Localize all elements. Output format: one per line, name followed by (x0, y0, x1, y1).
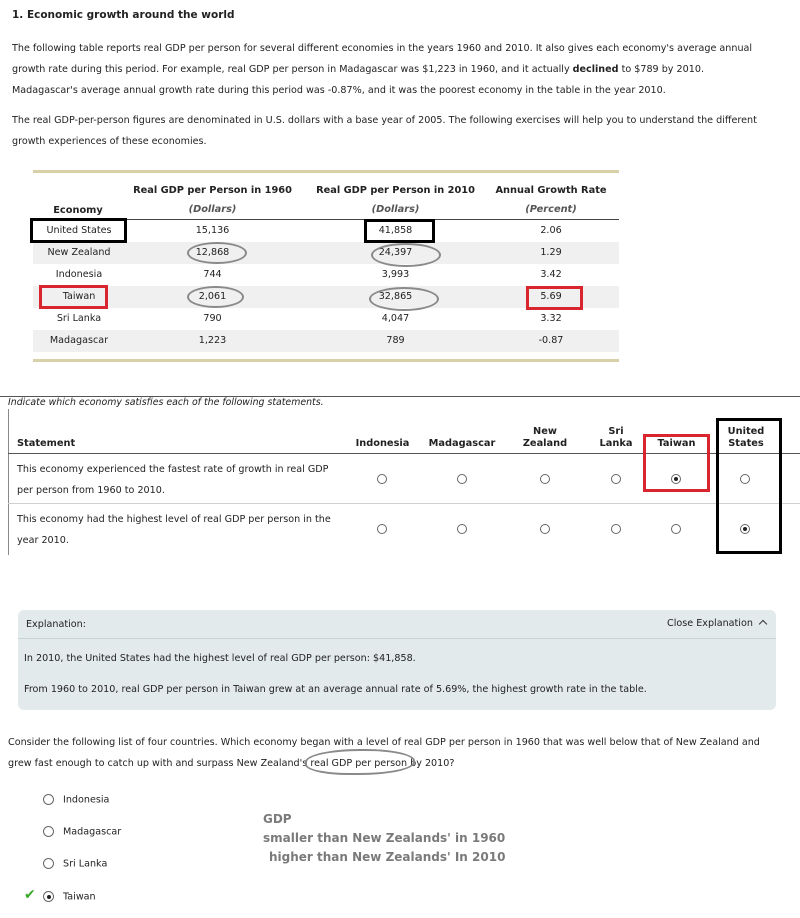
radio-indonesia[interactable] (43, 794, 54, 805)
radio-highest-sri-lanka[interactable] (611, 524, 621, 534)
option-label: Sri Lanka (63, 858, 108, 870)
header-new-zealand: New Zealand (522, 426, 568, 449)
row-divider (8, 503, 800, 504)
explanation-label: Explanation: (26, 619, 86, 630)
cell-gdp2010: 41,858 (378, 225, 413, 236)
annotation-circle-2061 (187, 286, 244, 308)
explanation-line-1: In 2010, the United States had the highest level of real GDP per person: $41,858. (24, 653, 416, 664)
annotation-box-41858 (364, 219, 435, 243)
table-row (33, 242, 619, 264)
annotation-box-united-states (30, 218, 127, 243)
header-growth-rate: Annual Growth Rate (495, 185, 607, 196)
note-line-2: smaller than New Zealands' in 1960 (263, 831, 506, 845)
header-statement: Statement (17, 438, 76, 449)
subheader-percent: (Percent) (525, 204, 577, 215)
annotation-box-taiwan (39, 285, 108, 309)
header-united-states: United States (727, 426, 765, 449)
statement-fastest-growth: This economy experienced the fastest rate of growth in real GDP per person from 1960 to 2010. (17, 464, 329, 496)
radio-fastest-new-zealand[interactable] (540, 474, 550, 484)
explanation-panel (18, 610, 776, 710)
radio-sri-lanka[interactable] (43, 858, 54, 869)
option-label: Taiwan (63, 891, 96, 903)
subheader-dollars-2010: (Dollars) (371, 204, 420, 215)
annotation-box-5-69 (526, 286, 583, 310)
cell-gdp2010: 32,865 (378, 291, 413, 302)
header-gdp-1960: Real GDP per Person in 1960 (133, 185, 292, 196)
cell-gdp1960: 2,061 (198, 291, 227, 302)
radio-highest-indonesia[interactable] (377, 524, 387, 534)
cell-gdp2010: 789 (386, 335, 405, 346)
cell-gdp1960: 744 (203, 269, 222, 280)
cell-growth: 2.06 (540, 225, 562, 236)
header-madagascar: Madagascar (428, 438, 496, 449)
close-explanation-label: Close Explanation (667, 618, 753, 629)
close-explanation-button[interactable] (667, 618, 766, 629)
header-taiwan: Taiwan (657, 438, 696, 449)
explanation-header (18, 610, 776, 639)
table-bottom-rule (33, 359, 619, 362)
cell-economy: Indonesia (55, 269, 103, 280)
cell-gdp2010: 24,397 (378, 247, 413, 258)
table-row (33, 264, 619, 286)
radio-fastest-madagascar[interactable] (457, 474, 467, 484)
header-sri-lanka: Sri Lanka (599, 426, 633, 449)
cell-gdp1960: 1,223 (198, 335, 227, 346)
statement-highest-gdp: This economy had the highest level of real GDP per person in the year 2010. (17, 514, 331, 546)
intro-paragraph-2: The real GDP-per-person figures are denominated in U.S. dollars with a base year of 2005. The following exercises will help you to understand the different growth experiences of these economies. (12, 115, 757, 147)
checkmark-icon: ✔ (24, 887, 36, 903)
section-title: 1. Economic growth around the world (12, 9, 235, 21)
radio-madagascar[interactable] (43, 826, 54, 837)
cell-growth: 5.69 (540, 291, 562, 302)
explanation-line-2: From 1960 to 2010, real GDP per person in Taiwan grew at an average annual rate of 5.69%, the highest growth rate in the table. (24, 684, 647, 695)
cell-economy: New Zealand (47, 247, 111, 258)
cell-gdp1960: 790 (203, 313, 222, 324)
annotation-circle-12868 (187, 242, 247, 264)
note-line-3: higher than New Zealands' In 2010 (269, 850, 506, 864)
intro-paragraph-1: The following table reports real GDP per person for several different economies in the years 1960 and 2010. It also gives each economy's average annual growth rate during this period. For example, real GDP per person in Madagascar was $1,223 in 1960, and it actually declined to $789 by 2010. Madagascar's average annual growth rate during this period was -0.87%, and it was the poorest economy in the table in the year 2010. (12, 43, 753, 96)
cell-gdp1960: 12,868 (195, 247, 230, 258)
table-left-border (8, 409, 9, 555)
option-indonesia[interactable] (43, 794, 109, 806)
cell-growth: -0.87 (538, 335, 564, 346)
radio-highest-madagascar[interactable] (457, 524, 467, 534)
cell-gdp1960: 15,136 (195, 225, 230, 236)
header-economy: Economy (53, 205, 103, 216)
cell-economy: Madagascar (49, 335, 109, 346)
cell-growth: 3.42 (540, 269, 562, 280)
radio-fastest-sri-lanka[interactable] (611, 474, 621, 484)
table-row (33, 308, 619, 330)
annotation-circle-32865 (369, 287, 439, 311)
annotation-circle-24397 (371, 243, 441, 267)
statement-instruction: Indicate which economy satisfies each of the following statements. (8, 397, 324, 408)
cell-growth: 3.32 (540, 313, 562, 324)
cell-economy: Sri Lanka (56, 313, 102, 324)
radio-highest-new-zealand[interactable] (540, 524, 550, 534)
radio-highest-taiwan[interactable] (671, 524, 681, 534)
annotation-box-united-states-answer (716, 418, 782, 554)
option-sri-lanka[interactable] (43, 858, 107, 870)
annotation-circle-new-zealands (305, 749, 415, 775)
handwritten-note (263, 810, 505, 867)
annotation-box-taiwan-answer (643, 434, 710, 492)
chevron-up-icon (759, 620, 767, 628)
radio-fastest-indonesia[interactable] (377, 474, 387, 484)
option-label: Indonesia (63, 794, 110, 806)
question-text: Consider the following list of four countries. Which economy began with a level of real GDP per person in 1960 that was well below that of New Zealand and grew fast enough to catch up with and surpass New Zealand's real GDP per person by 2010? (8, 737, 760, 769)
cell-economy: United States (46, 225, 112, 236)
header-indonesia: Indonesia (355, 438, 410, 449)
radio-taiwan[interactable] (43, 891, 54, 902)
table-top-rule (33, 170, 619, 173)
option-taiwan[interactable] (43, 891, 96, 903)
note-line-1: GDP (263, 812, 292, 826)
table-row (33, 330, 619, 352)
cell-growth: 1.29 (540, 247, 562, 258)
option-label: Madagascar (63, 826, 122, 838)
header-gdp-2010: Real GDP per Person in 2010 (316, 185, 475, 196)
subheader-dollars-1960: (Dollars) (188, 204, 237, 215)
option-madagascar[interactable] (43, 826, 121, 838)
cell-gdp2010: 4,047 (381, 313, 410, 324)
cell-economy: Taiwan (62, 291, 96, 302)
cell-gdp2010: 3,993 (381, 269, 410, 280)
